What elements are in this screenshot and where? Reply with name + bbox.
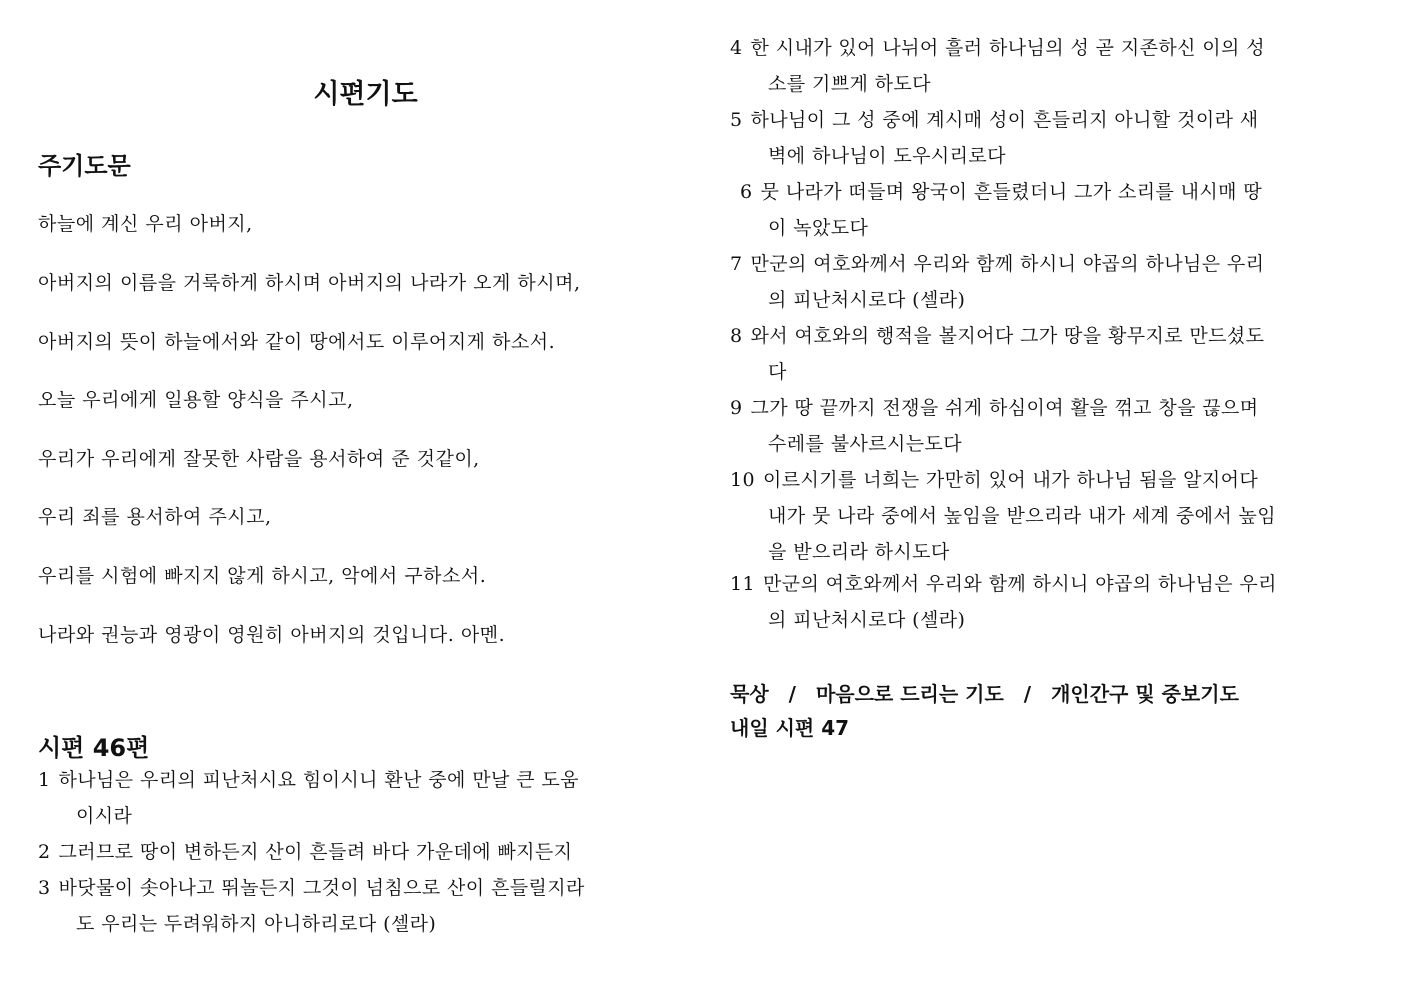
verse-11 — [730, 566, 1385, 638]
verse-3 — [38, 870, 693, 942]
verse-number: 9 — [730, 397, 743, 419]
verse-number: 10 — [730, 469, 755, 491]
verse-text: 만군의 여호와께서 우리와 함께 하시니 야곱의 하나님은 우리 — [750, 253, 1265, 275]
page-title: 시편기도 — [313, 79, 418, 110]
verse-5 — [730, 102, 1385, 174]
verse-text: 이르시기를 너희는 가만히 있어 내가 하나님 됨을 알지어다 — [762, 469, 1259, 491]
verse-text: 한 시내가 있어 나뉘어 흘러 하나님의 성 곧 지존하신 이의 성 — [750, 37, 1265, 59]
next-psalm: 내일 시편 47 — [730, 716, 850, 740]
prayer-line-4: 오늘 우리에게 일용할 양식을 주시고, — [38, 389, 354, 411]
verse-text-continued: 수레를 불사르시는도다 — [768, 433, 962, 455]
prayer-line-7: 우리를 시험에 빠지지 않게 하시고, 악에서 구하소서. — [38, 565, 487, 587]
psalm-heading: 시편 46편 — [38, 734, 150, 762]
verse-text: 그가 땅 끝까지 전쟁을 쉬게 하심이여 활을 꺾고 창을 끊으며 — [750, 397, 1259, 419]
separator: / — [1023, 682, 1032, 706]
verse-number: 1 — [38, 769, 51, 791]
verse-text: 하나님은 우리의 피난처시요 힘이시니 환난 중에 만날 큰 도움 — [58, 769, 579, 791]
prayer-steps — [730, 678, 1239, 707]
verse-text-continued: 벽에 하나님이 도우시리로다 — [768, 145, 1006, 167]
verse-text-continued: 소를 기쁘게 하도다 — [768, 73, 931, 95]
verse-text-continued: 을 받으리라 하시도다 — [768, 541, 950, 563]
verse-2 — [38, 834, 693, 870]
separator: / — [788, 682, 796, 706]
verse-4 — [730, 30, 1385, 102]
verse-7 — [730, 246, 1385, 318]
verse-text-continued: 이 녹았도다 — [768, 217, 869, 239]
verse-text: 그러므로 땅이 변하든지 산이 흔들려 바다 가운데에 빠지든지 — [58, 841, 573, 863]
prayer-line-8: 나라와 권능과 영광이 영원히 아버지의 것입니다. 아멘. — [38, 624, 506, 646]
verse-number: 11 — [730, 573, 755, 595]
verse-text-continued: 의 피난처시로다 (셀라) — [768, 609, 966, 631]
verse-number: 5 — [730, 109, 743, 131]
verse-10 — [730, 462, 1385, 570]
verse-text-continued: 다 — [768, 361, 787, 383]
verse-number: 2 — [38, 841, 51, 863]
verse-text: 뭇 나라가 떠들며 왕국이 흔들렸더니 그가 소리를 내시매 땅 — [760, 181, 1263, 203]
step-intercession: 개인간구 및 중보기도 — [1051, 682, 1239, 706]
lords-prayer-heading: 주기도문 — [38, 152, 131, 180]
prayer-line-2: 아버지의 이름을 거룩하게 하시며 아버지의 나라가 오게 하시며, — [38, 272, 581, 294]
verse-text-continued: 도 우리는 두려워하지 아니하리로다 (셀라) — [76, 913, 437, 935]
verse-number: 6 — [740, 181, 753, 203]
verse-text-continued: 의 피난처시로다 (셀라) — [768, 289, 966, 311]
prayer-line-1: 하늘에 계신 우리 아버지, — [38, 213, 253, 235]
step-meditation: 묵상 — [730, 682, 769, 706]
verse-text-continued: 이시라 — [76, 805, 133, 827]
verse-text: 바닷물이 솟아나고 뛰놀든지 그것이 넘침으로 산이 흔들릴지라 — [58, 877, 585, 899]
verse-8 — [730, 318, 1385, 390]
verse-text: 만군의 여호와께서 우리와 함께 하시니 야곱의 하나님은 우리 — [762, 573, 1277, 595]
verse-number: 3 — [38, 877, 51, 899]
verse-text: 하나님이 그 성 중에 계시매 성이 흔들리지 아니할 것이라 새 — [750, 109, 1259, 131]
verse-number: 7 — [730, 253, 743, 275]
verse-text-continued: 내가 뭇 나라 중에서 높임을 받으리라 내가 세계 중에서 높임 — [768, 505, 1277, 527]
step-heart-prayer: 마음으로 드리는 기도 — [815, 682, 1004, 706]
verse-number: 8 — [730, 325, 743, 347]
prayer-line-6: 우리 죄를 용서하여 주시고, — [38, 506, 272, 528]
prayer-line-3: 아버지의 뜻이 하늘에서와 같이 땅에서도 이루어지게 하소서. — [38, 331, 556, 353]
verse-1 — [38, 762, 693, 834]
prayer-line-5: 우리가 우리에게 잘못한 사람을 용서하여 준 것같이, — [38, 448, 480, 470]
verse-text: 와서 여호와의 행적을 볼지어다 그가 땅을 황무지로 만드셨도 — [750, 325, 1265, 347]
verse-number: 4 — [730, 37, 743, 59]
verse-6 — [740, 174, 1385, 246]
verse-9 — [730, 390, 1385, 462]
